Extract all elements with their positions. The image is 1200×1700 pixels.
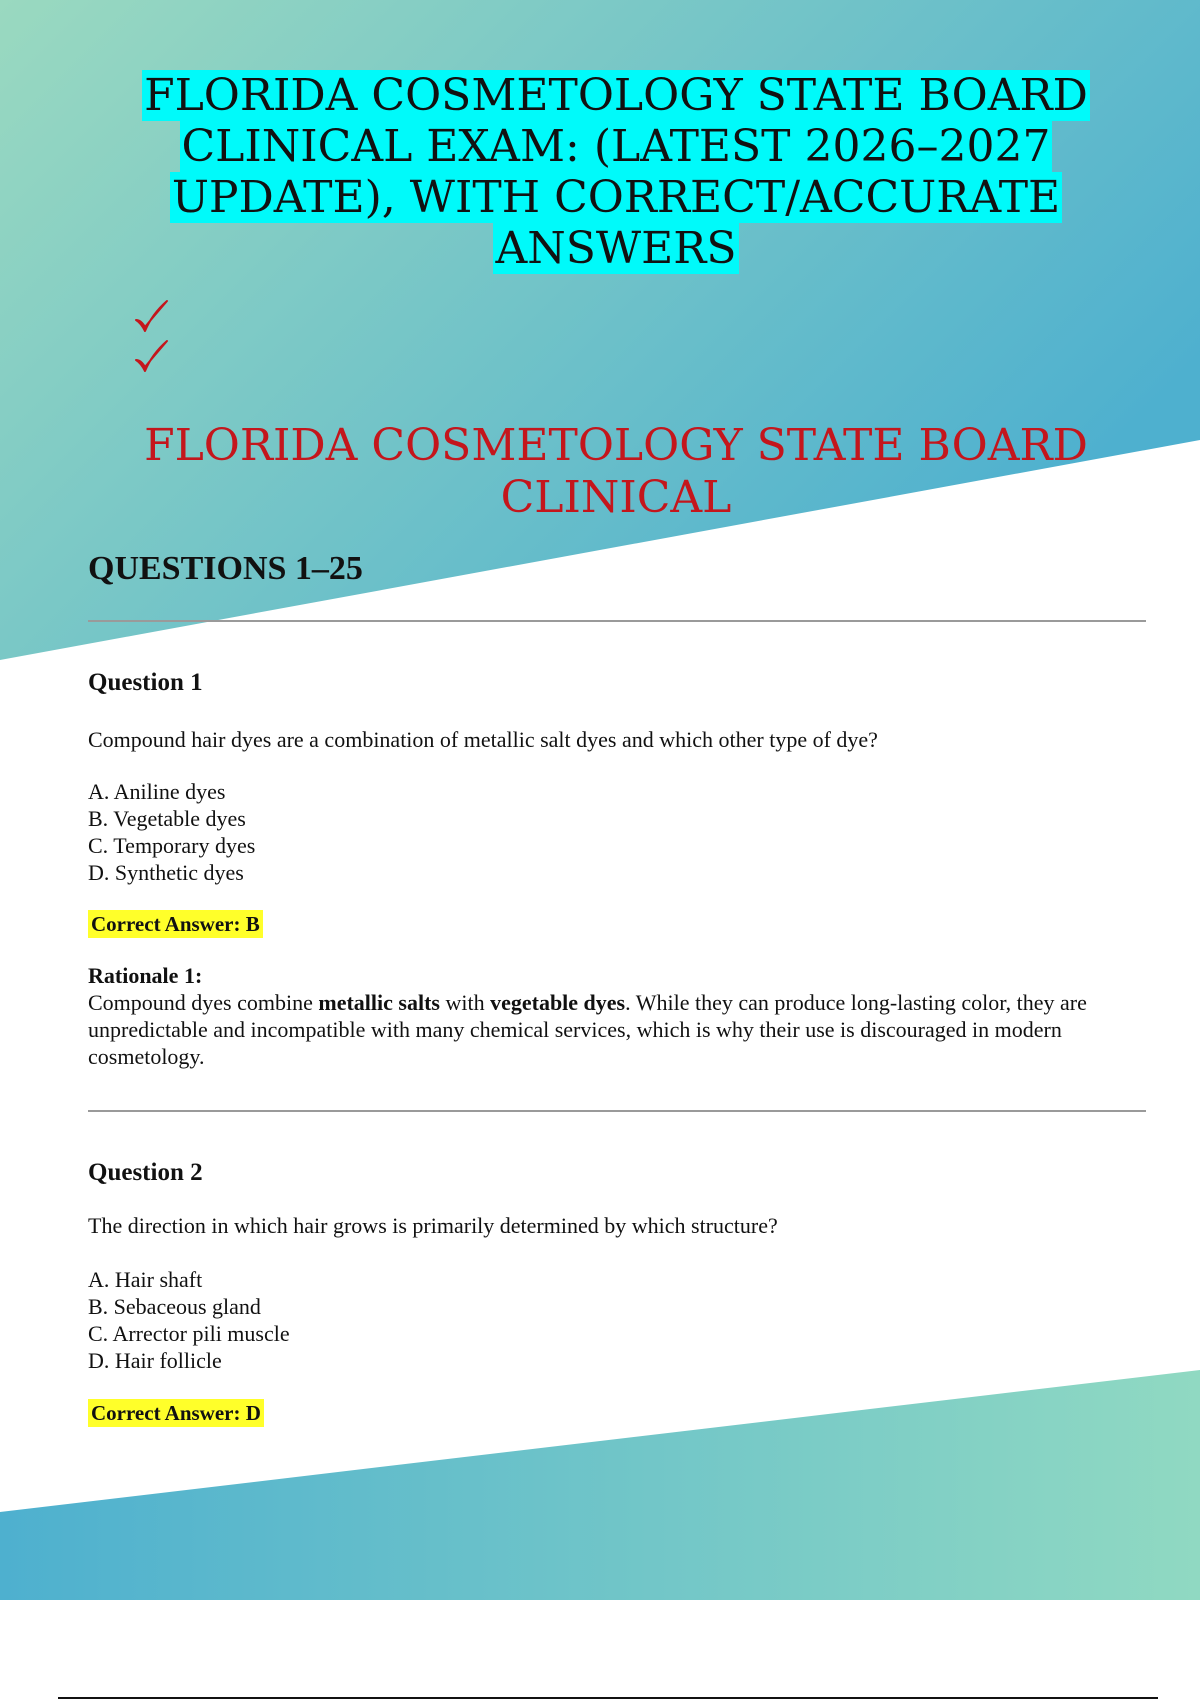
check-mark-icon bbox=[132, 298, 170, 338]
divider bbox=[88, 620, 1146, 622]
question-title: Question 1 bbox=[88, 669, 203, 696]
rationale-segment: . While they can produce long-lasting color, they are unpredictable and incompatible with many chemical services, which is why their use is discouraged in modern cosmetology. bbox=[88, 990, 1087, 1069]
subtitle-line-1: FLORIDA COSMETOLOGY STATE BOARD bbox=[144, 420, 1088, 471]
correct-answer-badge: Correct Answer: B bbox=[88, 910, 263, 938]
option-a: A. Hair shaft bbox=[88, 1267, 203, 1292]
answer-options bbox=[88, 778, 1146, 886]
question-title: Question 2 bbox=[88, 1159, 203, 1186]
check-marks bbox=[132, 298, 170, 378]
option-b: B. Vegetable dyes bbox=[88, 806, 246, 831]
question-text: Compound hair dyes are a combination of metallic salt dyes and which other type of dye? bbox=[88, 727, 878, 752]
title-highlight bbox=[142, 70, 1090, 274]
question-text: The direction in which hair grows is primarily determined by which structure? bbox=[88, 1213, 778, 1238]
rationale-segment: Compound dyes combine bbox=[88, 990, 319, 1015]
subtitle-line-2: CLINICAL bbox=[500, 472, 732, 523]
option-b: B. Sebaceous gland bbox=[88, 1294, 261, 1319]
footer-rule bbox=[58, 1697, 1158, 1699]
rationale-text bbox=[88, 989, 1146, 1070]
document-title bbox=[88, 70, 1144, 274]
rationale-title: Rationale 1: bbox=[88, 963, 203, 988]
rationale-bold-metallic-salts: metallic salts bbox=[318, 990, 440, 1015]
option-c: C. Arrector pili muscle bbox=[88, 1321, 290, 1346]
title-line-4: ANSWERS bbox=[495, 223, 737, 274]
option-a: A. Aniline dyes bbox=[88, 779, 226, 804]
divider bbox=[88, 1110, 1146, 1112]
question-block bbox=[88, 668, 1146, 1070]
correct-answer-badge: Correct Answer: D bbox=[88, 1399, 264, 1427]
option-c: C. Temporary dyes bbox=[88, 833, 256, 858]
answer-options bbox=[88, 1266, 1146, 1374]
check-mark-icon bbox=[132, 338, 170, 378]
rationale-bold-vegetable-dyes: vegetable dyes bbox=[490, 990, 626, 1015]
option-d: D. Hair follicle bbox=[88, 1348, 222, 1373]
question-block bbox=[88, 1158, 1146, 1427]
title-line-1: FLORIDA COSMETOLOGY STATE BOARD bbox=[144, 70, 1088, 121]
option-d: D. Synthetic dyes bbox=[88, 860, 244, 885]
document-subtitle bbox=[88, 420, 1144, 524]
title-line-3: UPDATE), WITH CORRECT/ACCURATE bbox=[171, 172, 1061, 223]
title-line-2: CLINICAL EXAM: (LATEST 2026–2027 bbox=[181, 121, 1051, 172]
rationale-segment: with bbox=[439, 990, 491, 1015]
section-heading: QUESTIONS 1–25 bbox=[88, 550, 363, 587]
